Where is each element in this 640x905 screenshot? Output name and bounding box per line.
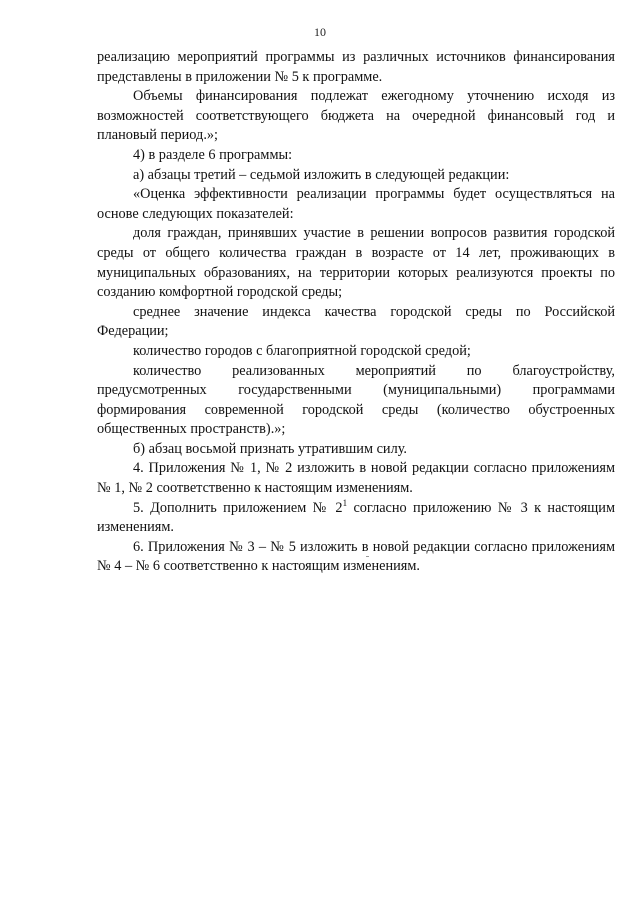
paragraph-indicator-measures: количество реализованных мероприятий по благоустройству, предусмотренных государственными (муниципальными) программами формирования современной городской среды (количество обустроенных общественных пространств).»; [97,362,615,438]
paragraph-point-5 [97,499,615,538]
scan-artifact [366,556,369,557]
paragraph-evaluation-intro: «Оценка эффективности реализации программы будет осуществляться на основе следующих показателей: [97,186,615,222]
paragraph-item-a: а) абзацы третий – седьмой изложить в следующей редакции: [133,166,510,183]
appendix-superscript: 1 [342,497,348,508]
page-number: 10 [314,25,326,39]
paragraph-funding-volumes: Объемы финансирования подлежат ежегодному уточнению исходя из возможностей соответствующего бюджета на очередной финансовый год и плановый период.»; [97,88,615,144]
paragraph-item-b: б) абзац восьмой признать утратившим силу. [133,440,408,457]
point-5-text-start: 5. Дополнить приложением № 2 [133,499,343,516]
paragraph-point-4: 4. Приложения № 1, № 2 изложить в новой редакции согласно приложениям № 1, № 2 соответственно к настоящим изменениям. [97,460,615,497]
paragraph-point-6: 6. Приложения № 3 – № 5 изложить в новой редакции согласно приложениям № 4 – № 6 соответственно к настоящим изменениям. [97,538,615,575]
paragraph-section-6: 4) в разделе 6 программы: [133,146,293,163]
paragraph-indicator-citizens: доля граждан, принявших участие в решении вопросов развития городской среды от общего количества граждан в возрасте от 14 лет, проживающих в муниципальных образованиях, на территории которых реализуются проекты по созданию комфортной городской среды; [97,225,615,301]
point-5-text-end: согласно приложению № 3 к настоящим изменениям. [97,499,615,536]
document-body [97,48,615,577]
paragraph-funding-sources: реализацию мероприятий программы из различных источников финансирования представлены в приложении № 5 к программе. [97,49,615,85]
paragraph-indicator-index: среднее значение индекса качества городской среды по Российской Федерации; [97,303,615,340]
paragraph-indicator-cities: количество городов с благоприятной городской средой; [133,342,471,359]
